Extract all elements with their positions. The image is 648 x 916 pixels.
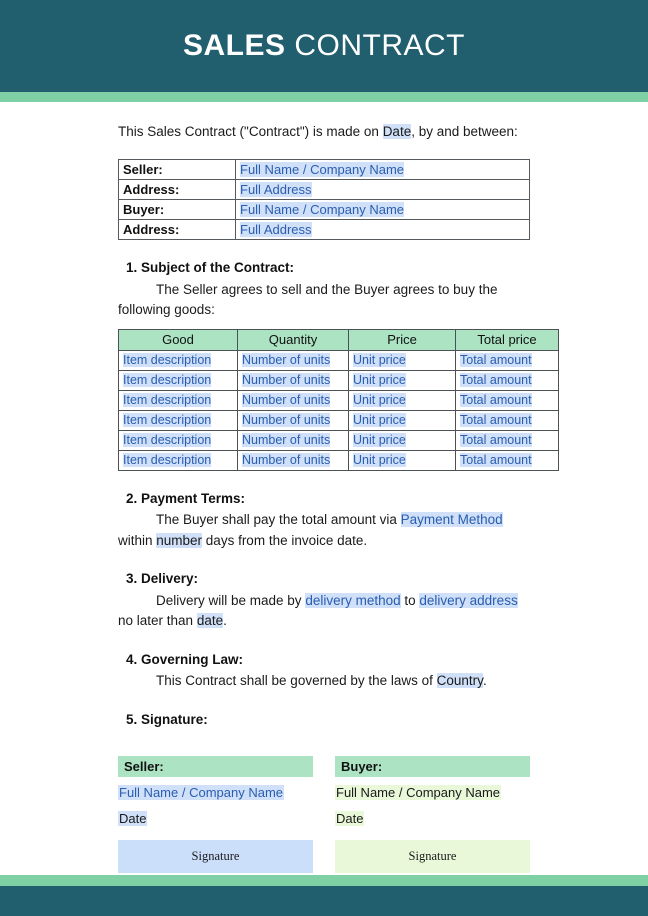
goods-cell-total-text: Total amount: [460, 453, 532, 468]
clause-delivery-body: [118, 591, 530, 632]
goods-cell-total-text: Total amount: [460, 373, 532, 388]
signature-seller-box-label: Signature: [191, 849, 240, 864]
goods-cell-total-text: Total amount: [460, 353, 532, 368]
goods-cell-total[interactable]: [456, 450, 559, 470]
intro-text-after: , by and between:: [411, 124, 518, 139]
goods-cell-price-text: Unit price: [353, 413, 406, 428]
clause-governing-law-body: [118, 671, 530, 692]
signature-block-buyer: [335, 756, 530, 873]
clause-subject-heading: 1. Subject of the Contract:: [126, 260, 295, 276]
parties-value-seller-name[interactable]: [236, 160, 530, 180]
table-row: [119, 350, 559, 370]
goods-cell-good[interactable]: [119, 390, 238, 410]
document-footer: [0, 886, 648, 916]
goods-cell-price[interactable]: [349, 390, 456, 410]
goods-column-price: Price: [349, 329, 456, 350]
clause-delivery-text-4: .: [223, 613, 227, 629]
table-row: [119, 200, 530, 220]
table-row: [119, 220, 530, 240]
table-row: [119, 410, 559, 430]
parties-value-buyer-name[interactable]: [236, 200, 530, 220]
signature-buyer-box-label: Signature: [408, 849, 457, 864]
goods-column-good: Good: [119, 329, 238, 350]
signature-block-seller: [118, 756, 313, 873]
goods-cell-quantity[interactable]: [238, 350, 349, 370]
goods-cell-total[interactable]: [456, 410, 559, 430]
parties-value-buyer-address[interactable]: [236, 220, 530, 240]
clause-signature-heading: 5. Signature:: [126, 711, 208, 727]
delivery-date-placeholder[interactable]: date: [196, 613, 224, 629]
goods-cell-good-text: Item description: [123, 413, 212, 428]
goods-cell-quantity-text: Number of units: [242, 353, 331, 368]
goods-column-quantity: Quantity: [238, 329, 349, 350]
goods-cell-quantity-text: Number of units: [242, 453, 331, 468]
signature-blocks: [118, 756, 530, 873]
delivery-address-placeholder[interactable]: delivery address: [419, 592, 518, 608]
goods-cell-price[interactable]: [349, 430, 456, 450]
goods-cell-good-text: Item description: [123, 353, 212, 368]
signature-seller-date-line: [118, 810, 313, 829]
goods-cell-good[interactable]: [119, 370, 238, 390]
header-accent-stripe: [0, 92, 648, 102]
table-row: [119, 450, 559, 470]
goods-cell-good-text: Item description: [123, 373, 212, 388]
goods-cell-good-text: Item description: [123, 433, 212, 448]
clause-subject: [118, 258, 530, 321]
goods-cell-total[interactable]: [456, 430, 559, 450]
goods-cell-price[interactable]: [349, 410, 456, 430]
intro-date-placeholder[interactable]: Date: [382, 124, 412, 139]
goods-table: [118, 329, 559, 471]
goods-cell-quantity[interactable]: [238, 430, 349, 450]
signature-buyer-date-line: [335, 810, 530, 829]
goods-cell-total[interactable]: [456, 350, 559, 370]
parties-value-buyer-address-text: Full Address: [240, 222, 312, 238]
goods-cell-quantity-text: Number of units: [242, 413, 331, 428]
goods-cell-quantity[interactable]: [238, 390, 349, 410]
goods-cell-good-text: Item description: [123, 453, 212, 468]
goods-cell-total-text: Total amount: [460, 413, 532, 428]
goods-column-total-price: Total price: [456, 329, 559, 350]
goods-cell-good[interactable]: [119, 410, 238, 430]
goods-cell-quantity-text: Number of units: [242, 373, 331, 388]
clause-governing-law-text-2: .: [482, 673, 487, 689]
goods-cell-good-text: Item description: [123, 393, 212, 408]
goods-cell-quantity-text: Number of units: [242, 433, 331, 448]
goods-table-header-row: [119, 329, 559, 350]
delivery-method-placeholder[interactable]: delivery method: [305, 592, 401, 608]
parties-label-buyer: Buyer:: [119, 200, 236, 220]
signature-seller-box[interactable]: [118, 840, 313, 873]
clause-signature: [118, 710, 530, 731]
signature-seller-name[interactable]: Full Name / Company Name: [119, 785, 283, 801]
parties-value-buyer-name-text: Full Name / Company Name: [240, 202, 404, 218]
clause-payment-body: [118, 510, 530, 551]
goods-cell-price-text: Unit price: [353, 453, 406, 468]
document-header: [0, 0, 648, 92]
goods-cell-total-text: Total amount: [460, 433, 532, 448]
payment-days-placeholder[interactable]: number: [156, 532, 203, 548]
goods-cell-good[interactable]: [119, 350, 238, 370]
parties-label-seller-address: Address:: [119, 180, 236, 200]
goods-cell-quantity-text: Number of units: [242, 393, 331, 408]
signature-buyer-name[interactable]: Full Name / Company Name: [336, 785, 500, 801]
document-title-bold: SALES: [182, 29, 286, 62]
signature-buyer-name-line: [335, 784, 530, 803]
clause-governing-law: [118, 650, 530, 692]
goods-cell-quantity[interactable]: [238, 370, 349, 390]
clause-payment-text-2: within: [118, 532, 157, 548]
footer-accent-stripe: [0, 875, 648, 886]
table-row: [119, 390, 559, 410]
goods-cell-total[interactable]: [456, 390, 559, 410]
country-placeholder[interactable]: Country: [436, 673, 483, 689]
intro-paragraph: [118, 122, 530, 142]
goods-cell-price[interactable]: [349, 370, 456, 390]
goods-cell-good[interactable]: [119, 450, 238, 470]
clause-delivery-text-2: to: [400, 592, 420, 608]
clause-payment-text-3: days from the invoice date.: [202, 532, 368, 548]
parties-table: [118, 159, 530, 240]
goods-cell-total[interactable]: [456, 370, 559, 390]
clause-payment-text-1: The Buyer shall pay the total amount via: [156, 512, 401, 528]
clause-governing-law-text-1: This Contract shall be governed by the laws of: [156, 673, 437, 689]
intro-text-before: This Sales Contract ("Contract") is made on: [118, 124, 383, 139]
parties-label-buyer-address: Address:: [119, 220, 236, 240]
goods-cell-price[interactable]: [349, 450, 456, 470]
signature-seller-heading: Seller:: [118, 756, 313, 777]
goods-cell-price-text: Unit price: [353, 353, 406, 368]
goods-cell-total-text: Total amount: [460, 393, 532, 408]
signature-buyer-heading: Buyer:: [335, 756, 530, 777]
goods-cell-quantity[interactable]: [238, 450, 349, 470]
table-row: [119, 430, 559, 450]
parties-value-seller-address-text: Full Address: [240, 182, 312, 198]
clause-delivery-text-1: Delivery will be made by: [156, 592, 306, 608]
table-row: [119, 180, 530, 200]
payment-method-placeholder[interactable]: Payment Method: [400, 512, 503, 528]
clause-governing-law-heading: 4. Governing Law:: [126, 651, 244, 667]
clause-delivery-text-3: no later than: [118, 613, 197, 629]
document-title: [183, 29, 465, 63]
parties-label-seller: Seller:: [119, 160, 236, 180]
document-body: [0, 122, 648, 873]
signature-seller-date[interactable]: Date: [119, 811, 147, 827]
signature-buyer-box[interactable]: [335, 840, 530, 873]
clause-delivery-heading: 3. Delivery:: [126, 571, 199, 587]
signature-buyer-date[interactable]: Date: [336, 811, 364, 827]
parties-value-seller-address[interactable]: [236, 180, 530, 200]
signature-seller-name-line: [118, 784, 313, 803]
goods-cell-price[interactable]: [349, 350, 456, 370]
clause-delivery: [118, 569, 530, 632]
table-row: [119, 370, 559, 390]
clause-subject-body: The Seller agrees to sell and the Buyer agrees to buy the following goods:: [118, 281, 498, 318]
goods-cell-price-text: Unit price: [353, 393, 406, 408]
clause-payment-terms: [118, 489, 530, 552]
clause-payment-heading: 2. Payment Terms:: [126, 490, 246, 506]
table-row: [119, 160, 530, 180]
goods-cell-price-text: Unit price: [353, 373, 406, 388]
goods-cell-good[interactable]: [119, 430, 238, 450]
parties-value-seller-name-text: Full Name / Company Name: [240, 162, 404, 178]
goods-cell-quantity[interactable]: [238, 410, 349, 430]
goods-cell-price-text: Unit price: [353, 433, 406, 448]
document-title-light: CONTRACT: [285, 29, 466, 62]
